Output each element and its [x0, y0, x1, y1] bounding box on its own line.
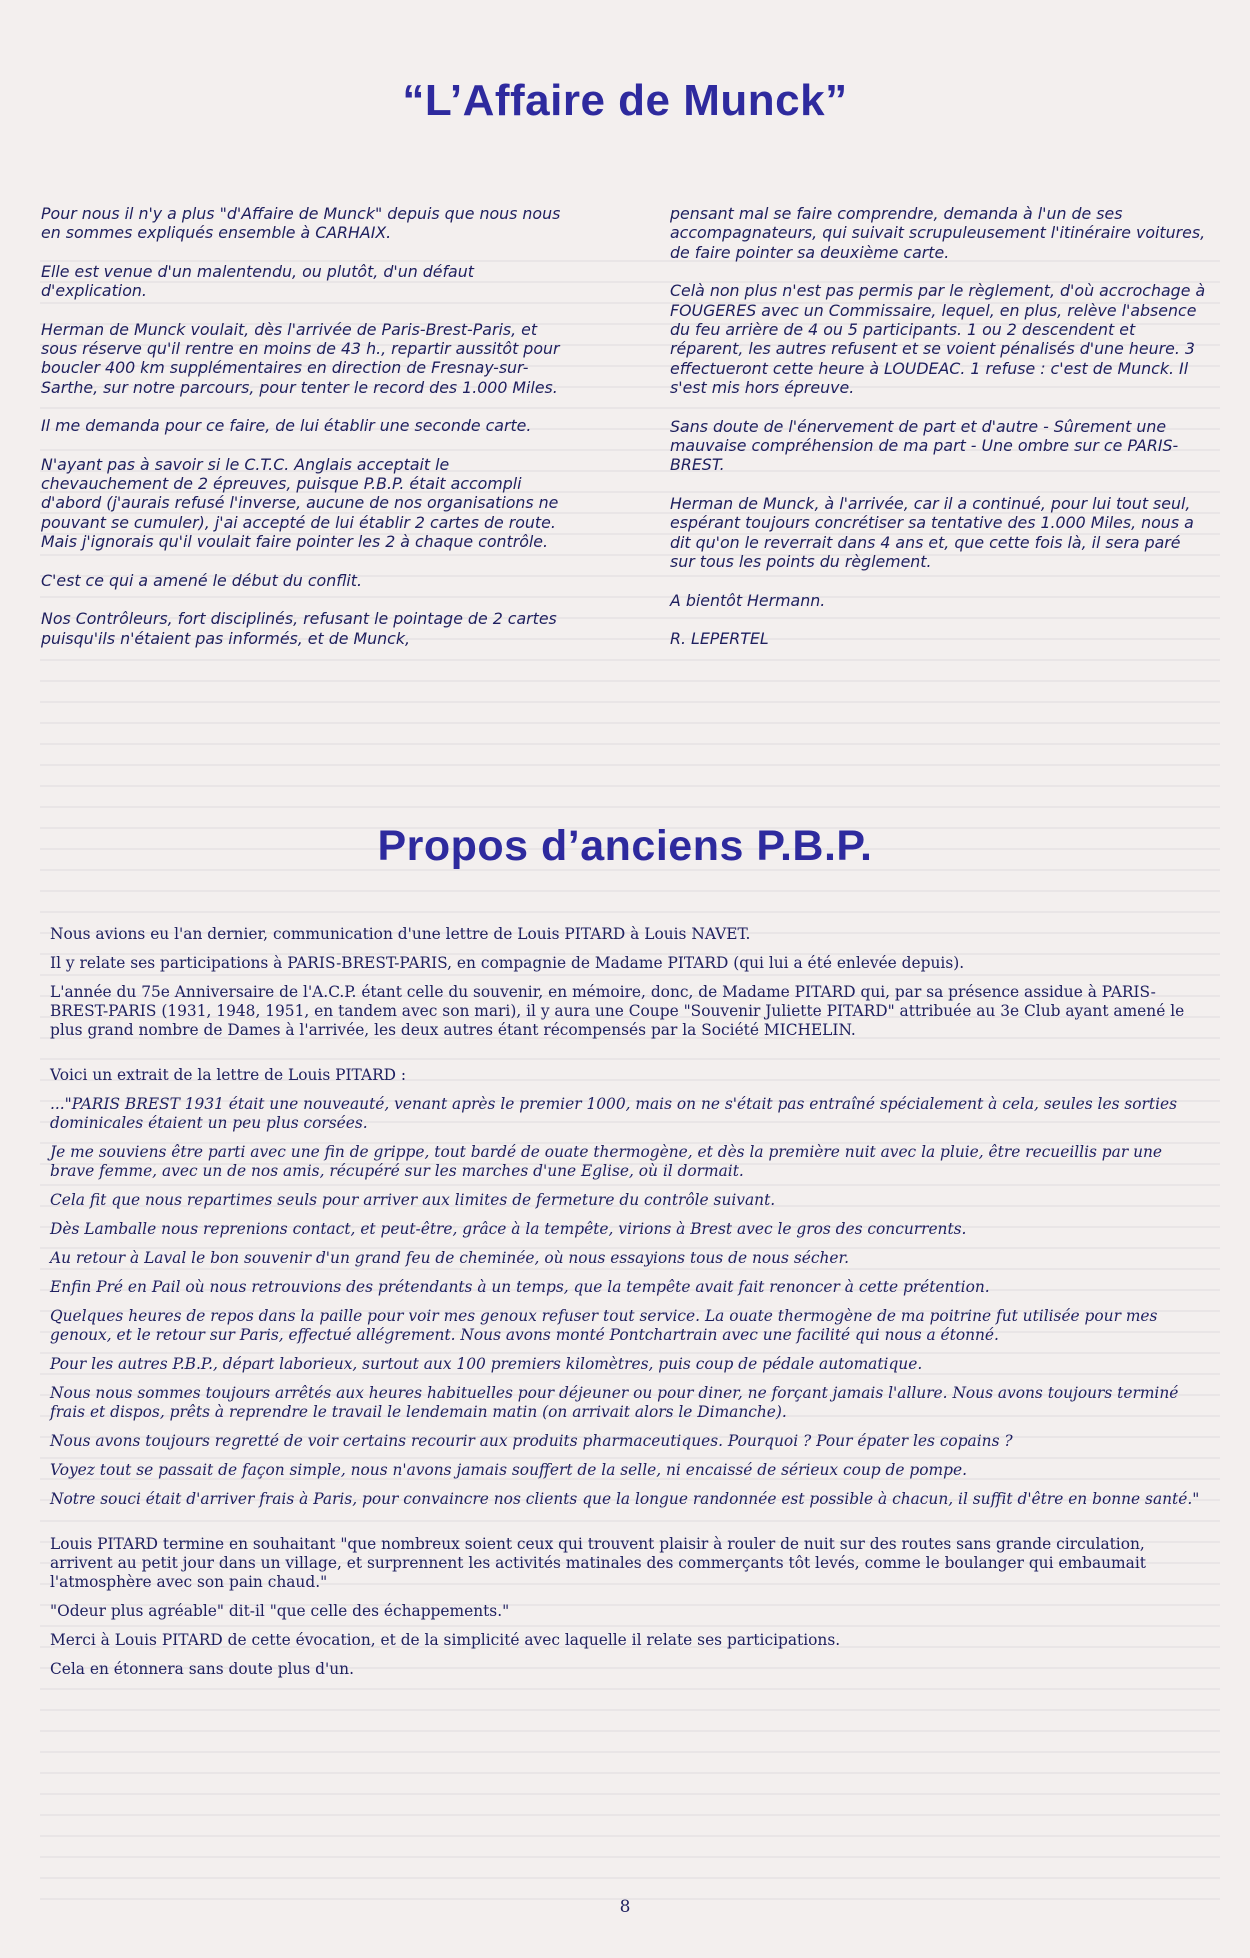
article1-left-column — [41, 204, 561, 667]
letter-quote-paragraph: Voyez tout se passait de façon simple, nous n'avons jamais souffert de la selle, ni encaissé de sérieux coup de pompe. — [50, 1461, 967, 1479]
letter-quote-paragraph: Cela fit que nous repartimes seuls pour arriver aux limites de fermeture du contrôle suivant. — [50, 1191, 776, 1209]
article2-paragraph: Voici un extrait de la lettre de Louis PITARD : — [50, 1066, 407, 1084]
article2-paragraph: Louis PITARD termine en souhaitant "que nombreux soient ceux qui trouvent plaisir à rouler de nuit sur des routes sans grande circulation, arrivent au petit jour dans un village, et surprennent les activités matinales des commerçants tôt levés, comme le boulanger qui embaumait l'atmosphère avec son pain chaud." — [50, 1535, 1146, 1591]
letter-quote-paragraph: Je me souviens être parti avec une fin de grippe, tout bardé de ouate thermogène, et dès la première nuit avec la pluie, être recueillis par une brave femme, avec un de nos amis, récupéré sur les marches d'une Eglise, où il dormait. — [50, 1143, 1163, 1180]
article1-right-paragraph: pensant mal se faire comprendre, demanda à l'un de ses accompagnateurs, qui suivait scrupuleusement l'itinéraire voitures, de faire pointer sa deuxième carte. — [670, 204, 1206, 262]
article-title-propos-anciens-pbp: Propos d’anciens P.B.P. — [377, 822, 873, 870]
letter-quote-paragraph: Enfin Pré en Pail où nous retrouvions des prétendants à un temps, que la tempête avait fait renoncer à cette prétention. — [50, 1278, 990, 1296]
article-title-affaire-de-munck: “L’Affaire de Munck” — [402, 76, 848, 125]
letter-quote-paragraph: ..."PARIS BREST 1931 était une nouveauté, venant après le premier 1000, mais on ne s'était pas entraîné spécialement à cela, seules les sorties dominicales étaient un peu plus corsées. — [50, 1095, 1178, 1132]
letter-quote-paragraph: Notre souci était d'arriver frais à Paris, pour convaincre nos clients que la longue randonnée est possible à chacun, il suffit d'être en bonne santé." — [50, 1490, 1200, 1508]
letter-quote-paragraph: Quelques heures de repos dans la paille pour voir mes genoux refuser tout service. La ouate thermogène de ma poitrine fut utilisée pour mes genoux, et le retour sur Paris, effectué allégrement. Nous avons monté Pontchartrain avec une facilité qui nous a étonné. — [50, 1307, 1158, 1344]
letter-quote-paragraph: Pour les autres P.B.P., départ laborieux, surtout aux 100 premiers kilomètres, puis coup de pédale automatique. — [50, 1355, 923, 1373]
article1-right-paragraph: R. LEPERTEL — [670, 628, 769, 648]
article2-paragraph: "Odeur plus agréable" dit-il "que celle des échappements." — [50, 1602, 510, 1620]
article1-right-paragraph: Celà non plus n'est pas permis par le règlement, d'où accrochage à FOUGERES avec un Commissaire, lequel, en plus, relève l'absence du feu arrière de 4 ou 5 participants. 1 ou 2 descendent et réparent, les autres refusent et se voient pénalisés d'une heure. 3 effectueront cette heure à LOUDEAC. 1 refuse : c'est de Munck. Il s'est mis hors épreuve. — [670, 281, 1206, 398]
article1-left-paragraph: Il me demanda pour ce faire, de lui établir une seconde carte. — [41, 416, 532, 436]
letter-quote-paragraph: Nous nous sommes toujours arrêtés aux heures habituelles pour déjeuner ou pour diner, ne forçant jamais l'allure. Nous avons toujours terminé frais et dispos, prêts à reprendre le travail le lendemain matin (on arrivait alors le Dimanche). — [50, 1384, 1179, 1421]
article1-left-paragraph: Nos Contrôleurs, fort disciplinés, refusant le pointage de 2 cartes puisqu'ils n'étaient pas informés, et de Munck, — [41, 609, 557, 648]
letter-quote-paragraph: Dès Lamballe nous reprenions contact, et peut-être, grâce à la tempête, virions à Brest avec le gros des concurrents. — [50, 1220, 967, 1238]
article1-right-column — [670, 204, 1210, 667]
article2-paragraph: L'année du 75e Anniversaire de l'A.C.P. étant celle du souvenir, en mémoire, donc, de Madame PITARD qui, par sa présence assidue à PARIS-BREST-PARIS (1931, 1948, 1951, en tandem avec son mari), il y aura une Coupe "Souvenir Juliette PITARD" attribuée au 3e Club ayant amené le plus grand nombre de Dames à l'arrivée, les deux autres étant récompensés par la Société MICHELIN. — [50, 983, 1185, 1039]
page-number: 8 — [619, 1897, 631, 1917]
letter-quote-paragraph: Au retour à Laval le bon souvenir d'un grand feu de cheminée, où nous essayions tous de nous sécher. — [50, 1249, 850, 1267]
article1-right-paragraph: Herman de Munck, à l'arrivée, car il a continué, pour lui tout seul, espérant toujours concrétiser sa tentative des 1.000 Miles, nous a dit qu'on le reverrait dans 4 ans et, que cette fois là, il sera paré sur tous les points du règlement. — [670, 493, 1194, 572]
article1-left-paragraph: Pour nous il n'y a plus "d'Affaire de Munck" depuis que nous nous en sommes expliqués ensemble à CARHAIX. — [41, 204, 561, 243]
article1-left-paragraph: C'est ce qui a amené le début du conflit. — [41, 570, 363, 590]
article2-paragraph: Nous avions eu l'an dernier, communication d'une lettre de Louis PITARD à Louis NAVET. — [50, 925, 751, 943]
article2-body — [50, 925, 1200, 1689]
article2-paragraph: Il y relate ses participations à PARIS-BREST-PARIS, en compagnie de Madame PITARD (qui lui a été enlevée depuis). — [50, 954, 965, 972]
article1-left-paragraph: Herman de Munck voulait, dès l'arrivée de Paris-Brest-Paris, et sous réserve qu'il rentre en moins de 43 h., repartir aussitôt pour boucler 400 km supplémentaires en direction de Fresnay-sur-Sarthe, sur notre parcours, pour tenter le record des 1.000 Miles. — [41, 319, 560, 397]
letter-quote-paragraph: Nous avons toujours regretté de voir certains recourir aux produits pharmaceutiques. Pourquoi ? Pour épater les copains ? — [50, 1432, 1013, 1450]
article1-right-paragraph: A bientôt Hermann. — [670, 590, 826, 610]
article1-left-paragraph: N'ayant pas à savoir si le C.T.C. Anglais acceptait le chevauchement de 2 épreuves, puisque P.B.P. était accompli d'abord (j'aurais refusé l'inverse, aucune de nos organisations ne pouvant se cumuler), j'ai accepté de lui établir 2 cartes de route. Mais j'ignorais qu'il voulait faire pointer les 2 à chaque contrôle. — [41, 454, 559, 552]
article2-paragraph: Merci à Louis PITARD de cette évocation, et de la simplicité avec laquelle il relate ses participations. — [50, 1631, 841, 1649]
article1-right-paragraph: Sans doute de l'énervement de part et d'autre - Sûrement une mauvaise compréhension de ma part - Une ombre sur ce PARIS-BREST. — [670, 416, 1179, 475]
article1-left-paragraph: Elle est venue d'un malentendu, ou plutôt, d'un défaut d'explication. — [41, 261, 474, 301]
article2-paragraph: Cela en étonnera sans doute plus d'un. — [50, 1660, 354, 1678]
